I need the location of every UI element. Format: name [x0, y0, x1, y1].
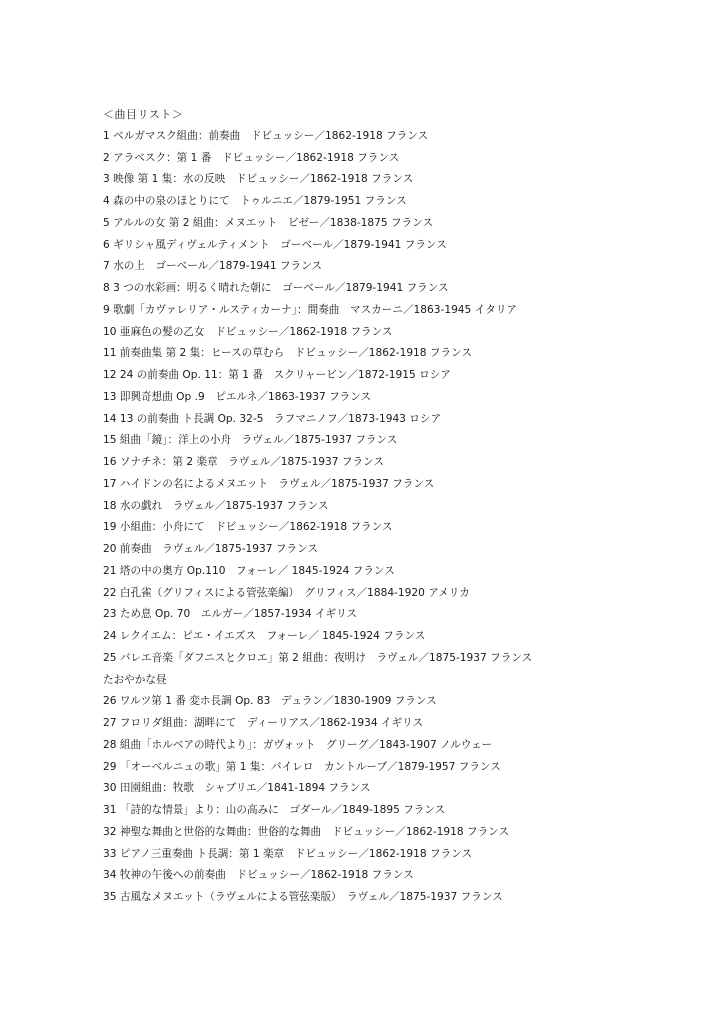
list-item: 5 アルルの女 第 2 組曲：メヌエット ビゼー／1838-1875 フランス — [103, 216, 434, 229]
list-item: 24 レクイエム：ピエ・イエズス フォーレ／ 1845-1924 フランス — [103, 630, 426, 642]
list-item: 34 牧神の午後への前奏曲 ドビュッシー／1862-1918 フランス — [103, 869, 414, 882]
list-item: 19 小組曲：小舟にて ドビュッシー／1862-1918 フランス — [103, 521, 393, 534]
list-item: 27 フロリダ組曲：湖畔にて ディーリアス／1862-1934 イギリス — [103, 717, 424, 729]
list-item: 14 13 の前奏曲 ト長調 Op. 32-5 ラフマニノフ／1873-1943 ロシア — [103, 412, 442, 425]
track-list — [103, 126, 703, 909]
list-item: 33 ピアノ三重奏曲 ト長調：第 1 楽章 ドビュッシー／1862-1918 フランス — [103, 847, 473, 860]
list-item: 10 亜麻色の髪の乙女 ドビュッシー／1862-1918 フランス — [103, 325, 393, 338]
list-item: 11 前奏曲集 第 2 集：ヒースの草むら ドビュッシー／1862-1918 フランス — [103, 347, 472, 360]
list-item: 23 ため息 Op. 70 エルガー／1857-1934 イギリス — [103, 608, 358, 621]
list-item: 17 ハイドンの名によるメヌエット ラヴェル／1875-1937 フランス — [103, 477, 435, 490]
list-item: 32 神聖な舞曲と世俗的な舞曲：世俗的な舞曲 ドビュッシー／1862-1918 フランス — [103, 825, 510, 838]
list-item: 22 白孔雀（グリフィスによる管弦楽編） グリフィス／1884-1920 アメリカ — [103, 586, 470, 599]
list-item: 1 ベルガマスク組曲：前奏曲 ドビュッシー／1862-1918 フランス — [103, 129, 429, 142]
list-item: 13 即興奇想曲 Op .9 ピエルネ／1863-1937 フランス — [103, 390, 372, 403]
list-item: 29 「オーベルニュの歌」第 1 集：バイレロ カントルーブ／1879-1957 フランス — [103, 760, 501, 773]
list-item: 3 映像 第 1 集：水の反映 ドビュッシー／1862-1918 フランス — [103, 173, 414, 186]
list-item: 8 3 つの水彩画：明るく晴れた朝に ゴーベール／1879-1941 フランス — [103, 282, 449, 294]
list-item: たおやかな昼 — [103, 673, 167, 686]
list-item: 31 「詩的な情景」より：山の高みに ゴダール／1849-1895 フランス — [103, 804, 446, 816]
list-item: 9 歌劇「カヴァレリア・ルスティカーナ」：間奏曲 マスカーニ／1863-1945 イタリア — [103, 303, 518, 316]
list-item: 6 ギリシャ風ディヴェルティメント ゴーベール／1879-1941 フランス — [103, 238, 447, 251]
document-page — [103, 104, 703, 909]
list-item: 26 ワルツ第 1 番 変ホ長調 Op. 83 デュラン／1830-1909 フランス — [103, 695, 437, 708]
list-item: 18 水の戯れ ラヴェル／1875-1937 フランス — [103, 499, 329, 512]
list-item: 16 ソナチネ：第 2 楽章 ラヴェル／1875-1937 フランス — [103, 456, 384, 468]
list-item: 15 組曲「鏡」：洋上の小舟 ラヴェル／1875-1937 フランス — [103, 434, 398, 447]
list-item: 4 森の中の泉のほとりにて トゥルニエ／1879-1951 フランス — [103, 195, 407, 207]
list-item: 35 古風なメヌエット（ラヴェルによる管弦楽版） ラヴェル／1875-1937 フランス — [103, 891, 503, 903]
list-item: 30 田園組曲：牧歌 シャブリエ／1841-1894 フランス — [103, 782, 371, 795]
list-item: 21 塔の中の奥方 Op.110 フォーレ／ 1845-1924 フランス — [103, 564, 395, 577]
list-item: 7 水の上 ゴーベール／1879-1941 フランス — [103, 260, 322, 273]
list-item: 20 前奏曲 ラヴェル／1875-1937 フランス — [103, 543, 318, 555]
list-item: 12 24 の前奏曲 Op. 11：第 1 番 スクリャービン／1872-1915 ロシア — [103, 369, 451, 381]
list-item: 2 アラベスク：第 1 番 ドビュッシー／1862-1918 フランス — [103, 151, 400, 164]
list-item: 25 バレエ音楽「ダフニスとクロエ」第 2 組曲：夜明け ラヴェル／1875-1937 フランス — [103, 651, 533, 664]
list-item: 28 組曲「ホルベアの時代より」：ガヴォット グリーグ／1843-1907 ノルウェー — [103, 738, 493, 751]
list-heading: ＜曲目リスト＞ — [103, 108, 184, 121]
